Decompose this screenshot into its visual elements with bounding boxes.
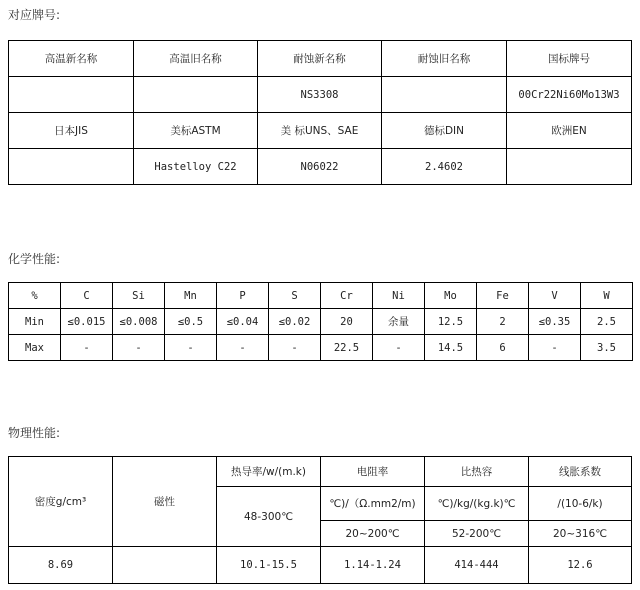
table-cell: 414-444 — [425, 547, 529, 584]
table-cell: Max — [9, 335, 61, 361]
table-cell: Hastelloy C22 — [134, 149, 258, 185]
table-row — [9, 283, 633, 309]
table-cell: C — [61, 283, 113, 309]
table-cell: Mo — [425, 283, 477, 309]
table-cell: ≤0.008 — [113, 309, 165, 335]
table-cell — [113, 547, 217, 584]
table-cell: 美标ASTM — [134, 113, 258, 149]
table-cell: Si — [113, 283, 165, 309]
table-cell: 8.69 — [9, 547, 113, 584]
table-cell: 耐蚀新名称 — [258, 41, 382, 77]
table-cell: - — [165, 335, 217, 361]
table-cell: 线胀系数 — [529, 457, 632, 487]
table-cell: 国标牌号 — [507, 41, 632, 77]
table-cell: 磁性 — [113, 457, 217, 547]
table-cell: 6 — [477, 335, 529, 361]
table-cell: 12.5 — [425, 309, 477, 335]
table-cell — [9, 77, 134, 113]
table-cell: ≤0.04 — [217, 309, 269, 335]
table-cell: 00Cr22Ni60Mo13W3 — [507, 77, 632, 113]
table-cell: ≤0.015 — [61, 309, 113, 335]
table-cell: ≤0.35 — [529, 309, 581, 335]
table-cell: 10.1-15.5 — [217, 547, 321, 584]
table-cell — [382, 77, 507, 113]
table-cell: Ni — [373, 283, 425, 309]
table-cell: ℃)/（Ω.mm2/m) — [321, 487, 425, 521]
table-cell — [9, 149, 134, 185]
table-cell: Fe — [477, 283, 529, 309]
table-cell: Min — [9, 309, 61, 335]
table-cell: 2 — [477, 309, 529, 335]
table-cell: - — [529, 335, 581, 361]
table-cell: 48-300℃ — [217, 487, 321, 547]
table-cell: Mn — [165, 283, 217, 309]
section-title-physical: 物理性能: — [8, 426, 61, 440]
table-cell: 日本JIS — [9, 113, 134, 149]
table-cell: 20~200℃ — [321, 521, 425, 547]
table-cell — [507, 149, 632, 185]
table-row — [9, 335, 633, 361]
table-cell: ≤0.5 — [165, 309, 217, 335]
table-cell: 20 — [321, 309, 373, 335]
table-row — [9, 149, 632, 185]
table-cell: 美 标UNS、SAE — [258, 113, 382, 149]
table-cell — [134, 77, 258, 113]
table-cell: 比热容 — [425, 457, 529, 487]
table-cell: - — [269, 335, 321, 361]
table-cell: 密度g/cm³ — [9, 457, 113, 547]
table-row — [9, 77, 632, 113]
grade-table — [8, 40, 632, 185]
table-cell: 电阻率 — [321, 457, 425, 487]
physical-table — [8, 456, 632, 584]
table-cell: 22.5 — [321, 335, 373, 361]
table-cell: % — [9, 283, 61, 309]
table-cell: P — [217, 283, 269, 309]
table-row — [9, 457, 632, 487]
table-cell: N06022 — [258, 149, 382, 185]
table-cell: 2.4602 — [382, 149, 507, 185]
table-cell: 高温新名称 — [9, 41, 134, 77]
table-cell: 1.14-1.24 — [321, 547, 425, 584]
chemical-table — [8, 282, 633, 361]
table-cell: 52-200℃ — [425, 521, 529, 547]
table-cell: 热导率/w/(m.k) — [217, 457, 321, 487]
table-cell: S — [269, 283, 321, 309]
table-cell: - — [217, 335, 269, 361]
table-cell: 3.5 — [581, 335, 633, 361]
table-cell: V — [529, 283, 581, 309]
table-cell: 2.5 — [581, 309, 633, 335]
table-cell: 20~316℃ — [529, 521, 632, 547]
table-cell: 12.6 — [529, 547, 632, 584]
table-cell: - — [373, 335, 425, 361]
table-cell: /(10-6/k) — [529, 487, 632, 521]
table-cell: - — [113, 335, 165, 361]
table-cell: ≤0.02 — [269, 309, 321, 335]
table-cell: - — [61, 335, 113, 361]
table-row — [9, 309, 633, 335]
table-cell: 欧洲EN — [507, 113, 632, 149]
section-title-grades: 对应牌号: — [8, 8, 61, 22]
table-row — [9, 113, 632, 149]
table-cell: 耐蚀旧名称 — [382, 41, 507, 77]
table-cell: NS3308 — [258, 77, 382, 113]
table-cell: ℃)/kg/(kg.k)℃ — [425, 487, 529, 521]
table-cell: 余量 — [373, 309, 425, 335]
table-cell: Cr — [321, 283, 373, 309]
table-row — [9, 547, 632, 584]
table-row — [9, 41, 632, 77]
table-cell: 高温旧名称 — [134, 41, 258, 77]
table-cell: 14.5 — [425, 335, 477, 361]
table-cell: W — [581, 283, 633, 309]
section-title-chemical: 化学性能: — [8, 252, 61, 266]
table-cell: 德标DIN — [382, 113, 507, 149]
